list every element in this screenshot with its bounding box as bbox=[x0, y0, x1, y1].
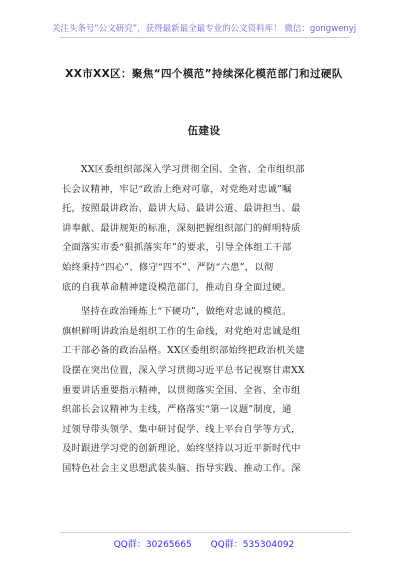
paragraph-line: 设摆在突出位置，深入学习贯彻习近平总书记视察甘肃XX bbox=[62, 364, 305, 376]
paragraph-line: 全面落实市委“狠抓落实年”的要求，引导全体组工干部 bbox=[62, 242, 292, 254]
paragraph-line: 长会议精神，牢记“政治上绝对可靠，对党绝对忠诚”嘱 bbox=[62, 183, 292, 195]
header-notice: 关注头条号“公文研究”，获得最新最全最专业的公文资料库！ 微信：gongwenyj bbox=[51, 24, 357, 34]
paragraph-line: 过领导带头领学、集中研讨促学、线上平台自学等方式， bbox=[62, 423, 301, 435]
paragraph-line: 国特色社会主义思想武装头脑、指导实践、推动工作。深 bbox=[62, 462, 301, 474]
paragraph-1 bbox=[62, 160, 354, 297]
footer-divider bbox=[60, 532, 350, 533]
paragraph-line: 工干部必备的政治品格。XX区委组织部始终把政治机关建 bbox=[62, 345, 305, 357]
paragraph-line: 重要讲话重要指示精神，以贯彻落实全国、全省、全市组 bbox=[62, 384, 301, 396]
paragraph-line: 讲奉献、最讲规矩的标准，深刻把握组织部门的鲜明特质 bbox=[62, 222, 301, 234]
paragraph-2 bbox=[62, 302, 354, 478]
header-divider bbox=[60, 37, 350, 38]
footer bbox=[0, 537, 408, 550]
footer-qq-group-1: QQ群：30265665 bbox=[113, 540, 192, 550]
paragraph-line: 及时跟进学习党的创新理论，始终坚持以习近平新时代中 bbox=[62, 443, 301, 455]
document-title-line-1: XX市XX区：聚焦“四个模范”持续深化模范部门和过硬队 bbox=[65, 68, 343, 80]
paragraph-line: 底的自我革命精神建设模范部门，推动自身全面过硬。 bbox=[62, 281, 292, 293]
paragraph-line: 始终秉持“四心”、修守“四不”、严防“六患”，以彻 bbox=[62, 261, 274, 273]
paragraph-line: 坚持在政治锤炼上“下硬功”，做绝对忠诚的模范。 bbox=[81, 306, 292, 318]
paragraph-line: 旗帜鲜明讲政治是组织工作的生命线，对党绝对忠诚是组 bbox=[62, 325, 301, 337]
footer-qq-group-2: QQ群：535304092 bbox=[210, 540, 295, 550]
document-body bbox=[62, 160, 354, 479]
document-title-line-2: 伍建设 bbox=[187, 125, 221, 137]
paragraph-line: 托，按照最讲政治、最讲大局、最讲公道、最讲担当、最 bbox=[62, 203, 301, 215]
paragraph-line: 织部长会议精神为主线，严格落实“第一议题”制度，通 bbox=[62, 404, 292, 416]
paragraph-line: XX区委组织部深入学习贯彻全国、全省、全市组织部 bbox=[81, 164, 305, 175]
